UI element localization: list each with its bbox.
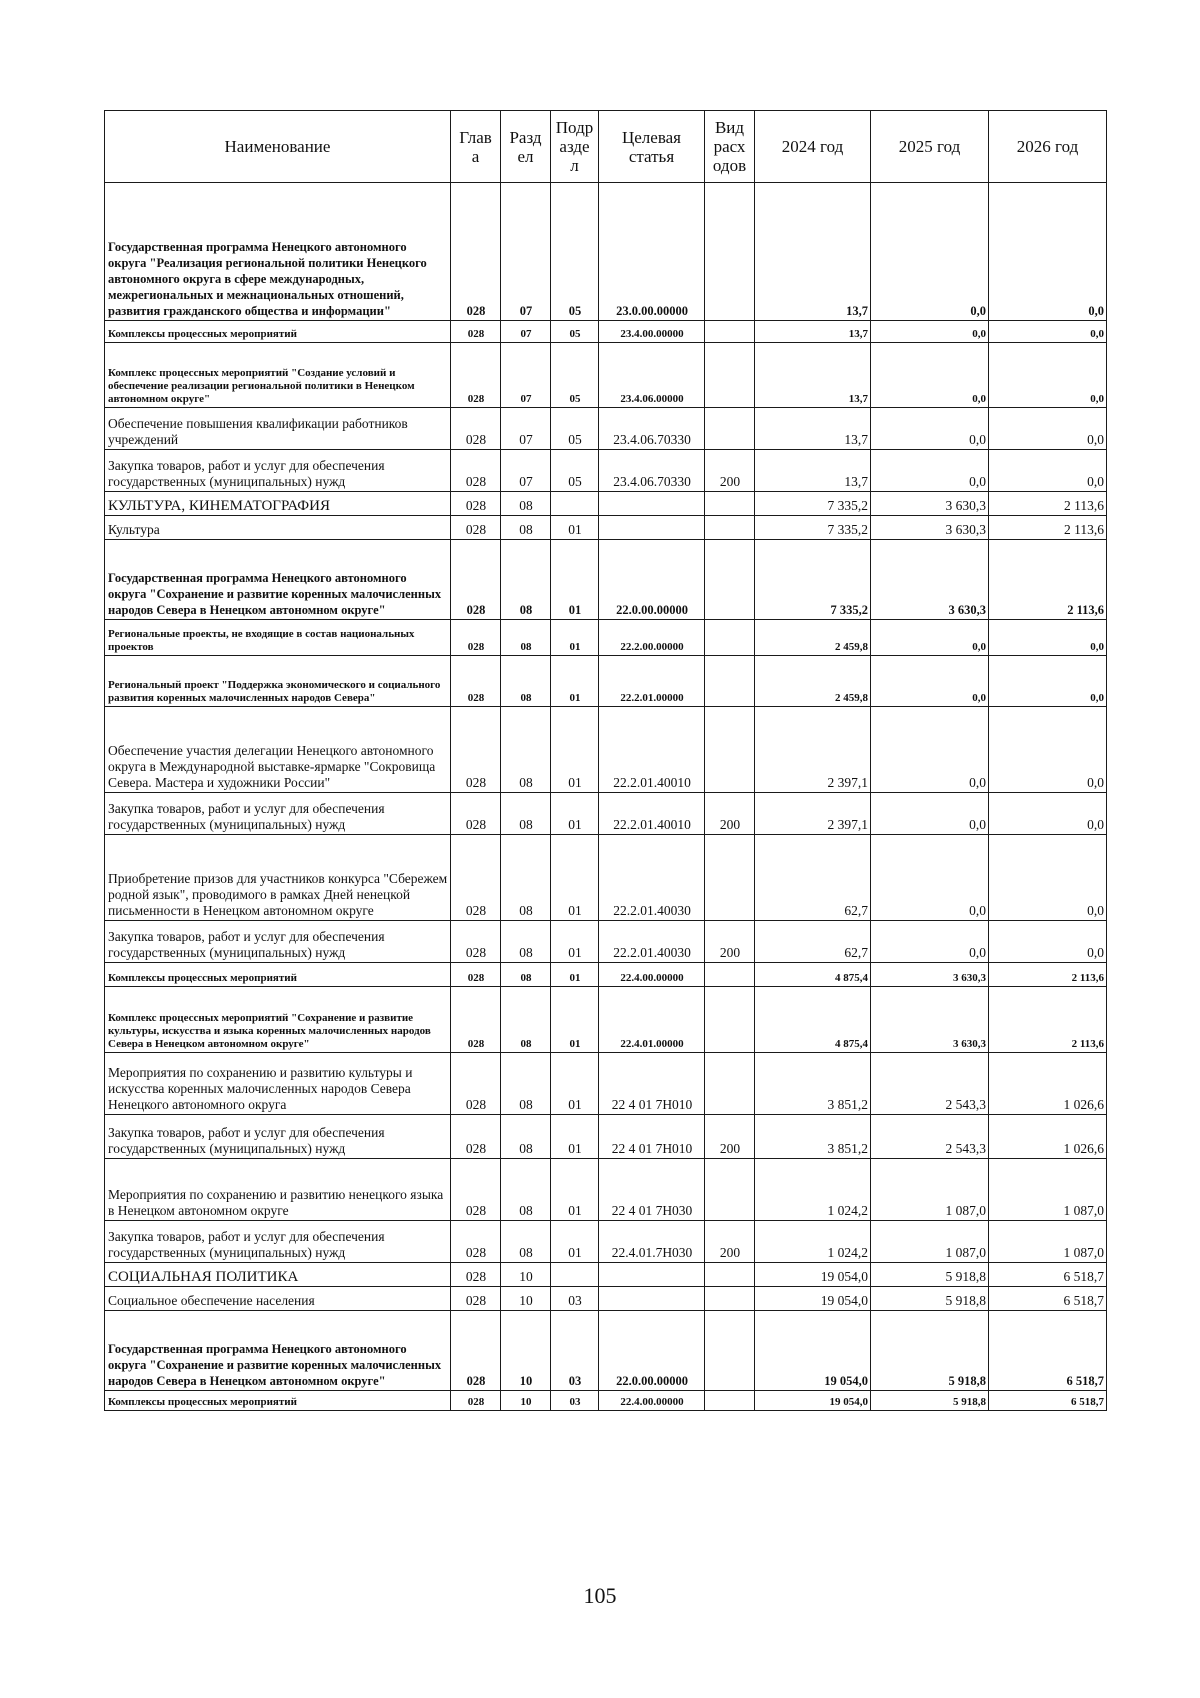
cell-2024: 13,7 [755,321,871,343]
cell-expense-type: 200 [705,450,755,492]
cell-expense-type: 200 [705,921,755,963]
cell-subsection [551,1263,599,1287]
cell-section: 07 [501,183,551,321]
cell-2024: 62,7 [755,835,871,921]
cell-target: 23.4.06.70330 [599,408,705,450]
header-2024: 2024 год [755,111,871,183]
cell-section: 08 [501,540,551,620]
cell-2025: 3 630,3 [871,492,989,516]
cell-2024: 7 335,2 [755,516,871,540]
cell-chapter: 028 [451,707,501,793]
cell-2026: 6 518,7 [989,1287,1107,1311]
header-row [105,111,1107,183]
cell-expense-type [705,835,755,921]
cell-subsection: 01 [551,620,599,656]
cell-expense-type [705,1053,755,1115]
cell-2024: 7 335,2 [755,492,871,516]
cell-2024: 19 054,0 [755,1263,871,1287]
cell-2025: 3 630,3 [871,963,989,987]
cell-chapter: 028 [451,343,501,408]
cell-name: Региональный проект "Поддержка экономического и социального развития коренных малочисленных народов Севера" [105,656,451,707]
cell-2025: 0,0 [871,321,989,343]
cell-name: Комплексы процессных мероприятий [105,321,451,343]
header-2026: 2026 год [989,111,1107,183]
cell-2026: 0,0 [989,183,1107,321]
cell-target: 22.4.00.00000 [599,1391,705,1411]
cell-2025: 0,0 [871,183,989,321]
cell-name: Культура [105,516,451,540]
cell-2026: 1 087,0 [989,1221,1107,1263]
cell-chapter: 028 [451,1287,501,1311]
cell-chapter: 028 [451,492,501,516]
cell-2025: 0,0 [871,450,989,492]
cell-section: 10 [501,1287,551,1311]
cell-2024: 19 054,0 [755,1391,871,1411]
cell-2025: 0,0 [871,793,989,835]
cell-expense-type [705,516,755,540]
cell-expense-type: 200 [705,1115,755,1159]
cell-subsection: 01 [551,921,599,963]
budget-table [104,110,1107,1411]
cell-expense-type [705,987,755,1053]
cell-name: Государственная программа Ненецкого автономного округа "Реализация региональной политики Ненецкого автономного округа в сфере международных, межрегиональных и межнациональных отношений, развития гражданского общества и информации" [105,183,451,321]
table-row [105,516,1107,540]
cell-target: 22.0.00.00000 [599,540,705,620]
cell-subsection: 03 [551,1287,599,1311]
cell-2026: 0,0 [989,921,1107,963]
table-row [105,921,1107,963]
cell-subsection: 03 [551,1311,599,1391]
cell-chapter: 028 [451,1115,501,1159]
cell-2024: 3 851,2 [755,1115,871,1159]
cell-subsection: 01 [551,835,599,921]
cell-name: СОЦИАЛЬНАЯ ПОЛИТИКА [105,1263,451,1287]
cell-2026: 1 087,0 [989,1159,1107,1221]
cell-2026: 0,0 [989,343,1107,408]
cell-target: 22.2.00.00000 [599,620,705,656]
cell-2026: 6 518,7 [989,1391,1107,1411]
cell-2026: 0,0 [989,408,1107,450]
header-name: Наименование [105,111,451,183]
table-row [105,492,1107,516]
cell-2026: 6 518,7 [989,1311,1107,1391]
cell-2026: 0,0 [989,620,1107,656]
table-row [105,183,1107,321]
cell-section: 08 [501,620,551,656]
header-subsection: Подр азде л [551,111,599,183]
cell-target [599,516,705,540]
header-chapter: Глав а [451,111,501,183]
table-row [105,1311,1107,1391]
cell-chapter: 028 [451,620,501,656]
cell-expense-type [705,1391,755,1411]
cell-chapter: 028 [451,1053,501,1115]
cell-section: 08 [501,1053,551,1115]
table-row [105,1287,1107,1311]
cell-expense-type [705,408,755,450]
cell-2025: 5 918,8 [871,1311,989,1391]
cell-section: 08 [501,793,551,835]
cell-chapter: 028 [451,450,501,492]
cell-2024: 2 459,8 [755,620,871,656]
header-section: Разд ел [501,111,551,183]
cell-target: 22.4.01.00000 [599,987,705,1053]
cell-subsection: 01 [551,1053,599,1115]
cell-2025: 0,0 [871,408,989,450]
cell-section: 08 [501,516,551,540]
cell-subsection: 01 [551,707,599,793]
cell-target: 22 4 01 7Н030 [599,1159,705,1221]
cell-2025: 2 543,3 [871,1115,989,1159]
cell-target [599,1287,705,1311]
cell-target: 23.4.06.00000 [599,343,705,408]
cell-name: Комплекс процессных мероприятий "Создание условий и обеспечение реализации региональной политики в Ненецком автономном округе" [105,343,451,408]
cell-target: 23.4.00.00000 [599,321,705,343]
cell-2024: 19 054,0 [755,1287,871,1311]
cell-2026: 2 113,6 [989,963,1107,987]
cell-2026: 0,0 [989,656,1107,707]
header-target: Целевая статья [599,111,705,183]
cell-chapter: 028 [451,408,501,450]
cell-2026: 2 113,6 [989,540,1107,620]
cell-target: 23.4.06.70330 [599,450,705,492]
table-row [105,987,1107,1053]
table-row [105,321,1107,343]
cell-expense-type [705,343,755,408]
cell-section: 08 [501,963,551,987]
cell-name: Социальное обеспечение населения [105,1287,451,1311]
cell-section: 08 [501,1115,551,1159]
cell-expense-type [705,492,755,516]
cell-2024: 1 024,2 [755,1159,871,1221]
cell-chapter: 028 [451,835,501,921]
table-row [105,793,1107,835]
cell-subsection: 01 [551,540,599,620]
cell-expense-type [705,183,755,321]
cell-2026: 2 113,6 [989,987,1107,1053]
cell-section: 08 [501,987,551,1053]
cell-chapter: 028 [451,1391,501,1411]
cell-2025: 0,0 [871,835,989,921]
cell-subsection: 01 [551,793,599,835]
cell-expense-type [705,1287,755,1311]
cell-name: Комплексы процессных мероприятий [105,1391,451,1411]
cell-section: 08 [501,1221,551,1263]
cell-chapter: 028 [451,516,501,540]
cell-section: 10 [501,1263,551,1287]
header-2025: 2025 год [871,111,989,183]
table-row [105,1263,1107,1287]
cell-2025: 3 630,3 [871,540,989,620]
cell-2025: 5 918,8 [871,1263,989,1287]
cell-chapter: 028 [451,921,501,963]
cell-chapter: 028 [451,183,501,321]
header-expense-type: Вид расх одов [705,111,755,183]
cell-name: Мероприятия по сохранению и развитию культуры и искусства коренных малочисленных народов Севера Ненецкого автономного округа [105,1053,451,1115]
cell-subsection: 01 [551,963,599,987]
cell-expense-type [705,321,755,343]
cell-subsection: 01 [551,987,599,1053]
table-row [105,450,1107,492]
cell-expense-type [705,1159,755,1221]
cell-name: Закупка товаров, работ и услуг для обеспечения государственных (муниципальных) нужд [105,1115,451,1159]
cell-target: 22 4 01 7Н010 [599,1053,705,1115]
cell-2024: 13,7 [755,183,871,321]
cell-2024: 62,7 [755,921,871,963]
cell-expense-type [705,707,755,793]
cell-target: 22.2.01.40030 [599,921,705,963]
cell-2024: 2 397,1 [755,707,871,793]
cell-expense-type: 200 [705,1221,755,1263]
cell-section: 10 [501,1311,551,1391]
table-row [105,408,1107,450]
cell-subsection: 05 [551,321,599,343]
cell-name: Обеспечение участия делегации Ненецкого автономного округа в Международной выставке-ярмарке "Сокровища Севера. Мастера и художники России" [105,707,451,793]
cell-target: 22.2.01.00000 [599,656,705,707]
cell-2024: 4 875,4 [755,987,871,1053]
cell-2024: 2 459,8 [755,656,871,707]
cell-name: Обеспечение повышения квалификации работников учреждений [105,408,451,450]
cell-section: 08 [501,1159,551,1221]
table-row [105,1221,1107,1263]
cell-2024: 3 851,2 [755,1053,871,1115]
cell-chapter: 028 [451,1221,501,1263]
cell-2024: 19 054,0 [755,1311,871,1391]
cell-2025: 1 087,0 [871,1159,989,1221]
cell-name: Закупка товаров, работ и услуг для обеспечения государственных (муниципальных) нужд [105,450,451,492]
cell-2025: 0,0 [871,620,989,656]
table-row [105,1053,1107,1115]
cell-section: 07 [501,321,551,343]
cell-expense-type [705,963,755,987]
table-row [105,343,1107,408]
cell-expense-type [705,540,755,620]
cell-target: 22.0.00.00000 [599,1311,705,1391]
table-row [105,540,1107,620]
cell-chapter: 028 [451,1159,501,1221]
cell-chapter: 028 [451,793,501,835]
cell-subsection: 05 [551,343,599,408]
cell-subsection: 03 [551,1391,599,1411]
cell-2026: 1 026,6 [989,1053,1107,1115]
cell-expense-type: 200 [705,793,755,835]
table-row [105,1115,1107,1159]
table-row [105,1391,1107,1411]
table-row [105,1159,1107,1221]
cell-2025: 5 918,8 [871,1391,989,1411]
cell-subsection: 05 [551,408,599,450]
cell-subsection: 01 [551,1115,599,1159]
cell-subsection: 05 [551,183,599,321]
cell-2025: 0,0 [871,707,989,793]
cell-name: Приобретение призов для участников конкурса "Сбережем родной язык", проводимого в рамках Дней ненецкой письменности в Ненецком автономном округе [105,835,451,921]
cell-2026: 0,0 [989,835,1107,921]
cell-2026: 6 518,7 [989,1263,1107,1287]
table-row [105,963,1107,987]
cell-2024: 1 024,2 [755,1221,871,1263]
cell-2025: 1 087,0 [871,1221,989,1263]
cell-name: Закупка товаров, работ и услуг для обеспечения государственных (муниципальных) нужд [105,1221,451,1263]
cell-name: КУЛЬТУРА, КИНЕМАТОГРАФИЯ [105,492,451,516]
cell-2026: 2 113,6 [989,516,1107,540]
cell-2026: 0,0 [989,321,1107,343]
cell-2025: 2 543,3 [871,1053,989,1115]
cell-2026: 0,0 [989,707,1107,793]
cell-subsection: 05 [551,450,599,492]
cell-subsection: 01 [551,1221,599,1263]
cell-expense-type [705,620,755,656]
cell-target [599,492,705,516]
cell-2025: 0,0 [871,921,989,963]
cell-2025: 5 918,8 [871,1287,989,1311]
cell-section: 08 [501,835,551,921]
cell-name: Региональные проекты, не входящие в состав национальных проектов [105,620,451,656]
page-number: 105 [583,1583,617,1608]
cell-section: 07 [501,450,551,492]
cell-2025: 3 630,3 [871,987,989,1053]
cell-expense-type [705,1263,755,1287]
cell-target: 22.2.01.40010 [599,793,705,835]
cell-chapter: 028 [451,1263,501,1287]
cell-2025: 0,0 [871,656,989,707]
cell-chapter: 028 [451,656,501,707]
cell-2024: 2 397,1 [755,793,871,835]
cell-2024: 4 875,4 [755,963,871,987]
cell-section: 07 [501,408,551,450]
cell-section: 10 [501,1391,551,1411]
cell-chapter: 028 [451,987,501,1053]
cell-2024: 7 335,2 [755,540,871,620]
cell-section: 08 [501,921,551,963]
cell-target: 22.4.00.00000 [599,963,705,987]
cell-name: Мероприятия по сохранению и развитию ненецкого языка в Ненецком автономном округе [105,1159,451,1221]
cell-subsection [551,492,599,516]
cell-target: 22.2.01.40010 [599,707,705,793]
cell-chapter: 028 [451,963,501,987]
cell-2026: 2 113,6 [989,492,1107,516]
cell-2026: 1 026,6 [989,1115,1107,1159]
cell-name: Комплекс процессных мероприятий "Сохранение и развитие культуры, искусства и языка коренных малочисленных народов Севера в Ненецком автономном округе" [105,987,451,1053]
cell-2024: 13,7 [755,408,871,450]
cell-2025: 3 630,3 [871,516,989,540]
cell-expense-type [705,656,755,707]
cell-name: Государственная программа Ненецкого автономного округа "Сохранение и развитие коренных малочисленных народов Севера в Ненецком автономном округе" [105,540,451,620]
cell-section: 08 [501,492,551,516]
cell-subsection: 01 [551,1159,599,1221]
cell-2025: 0,0 [871,343,989,408]
cell-expense-type [705,1311,755,1391]
cell-name: Закупка товаров, работ и услуг для обеспечения государственных (муниципальных) нужд [105,921,451,963]
cell-chapter: 028 [451,540,501,620]
table-row [105,656,1107,707]
cell-2024: 13,7 [755,343,871,408]
cell-target: 22.4.01.7Н030 [599,1221,705,1263]
cell-name: Комплексы процессных мероприятий [105,963,451,987]
table-row [105,835,1107,921]
cell-target: 23.0.00.00000 [599,183,705,321]
cell-name: Закупка товаров, работ и услуг для обеспечения государственных (муниципальных) нужд [105,793,451,835]
cell-2024: 13,7 [755,450,871,492]
cell-name: Государственная программа Ненецкого автономного округа "Сохранение и развитие коренных малочисленных народов Севера в Ненецком автономном округе" [105,1311,451,1391]
cell-chapter: 028 [451,1311,501,1391]
cell-target: 22.2.01.40030 [599,835,705,921]
cell-section: 08 [501,707,551,793]
table-row [105,707,1107,793]
cell-subsection: 01 [551,516,599,540]
cell-section: 08 [501,656,551,707]
cell-2026: 0,0 [989,793,1107,835]
cell-section: 07 [501,343,551,408]
table-row [105,620,1107,656]
cell-2026: 0,0 [989,450,1107,492]
cell-chapter: 028 [451,321,501,343]
cell-target [599,1263,705,1287]
cell-target: 22 4 01 7Н010 [599,1115,705,1159]
cell-subsection: 01 [551,656,599,707]
